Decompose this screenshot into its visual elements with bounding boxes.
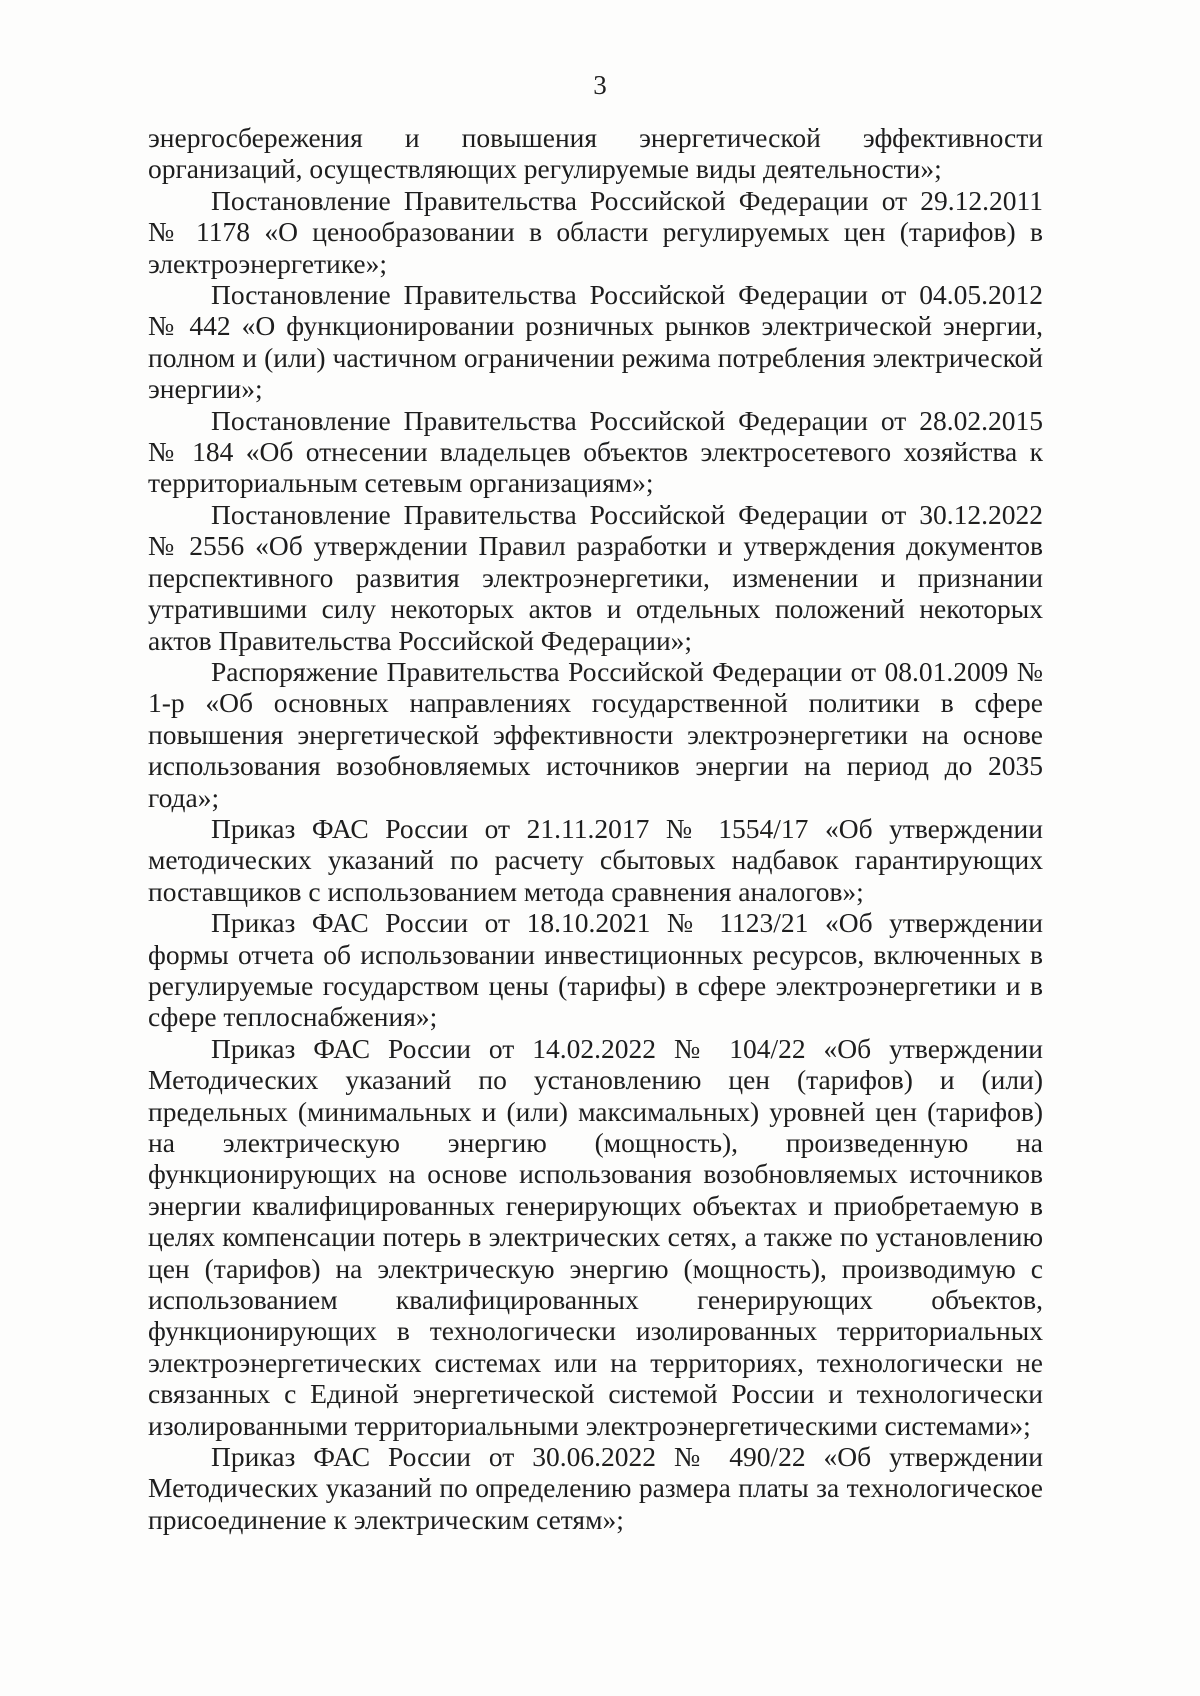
paragraph-fas-order-490: Приказ ФАС России от 30.06.2022 № 490/22 «Об утверждении Методических указаний по определению размера платы за технологическое присоединение к электрическим сетям»; [148, 1441, 1043, 1535]
paragraph-decree-1178: Постановление Правительства Российской Федерации от 29.12.2011 № 1178 «О ценообразовании в области регулируемых цен (тарифов) в электроэнергетике»; [148, 184, 1043, 279]
paragraph-order-1-r: Распоряжение Правительства Российской Федерации от 08.01.2009 № 1-р «Об основных направлениях государственной политики в сфере повышения энергетической эффективности электроэнергетики на основе использования возобновляемых источников энергии на период до 2035 года»; [148, 655, 1043, 813]
paragraph-decree-184: Постановление Правительства Российской Федерации от 28.02.2015 № 184 «Об отнесении владельцев объектов электросетевого хозяйства к территориальным сетевым организациям»; [148, 404, 1043, 499]
paragraph-decree-2556: Постановление Правительства Российской Федерации от 30.12.2022 № 2556 «Об утверждении Правил разработки и утверждения документов перспективного развития электроэнергетики, изменении и признании утратившими силу некоторых актов и отдельных положений некоторых актов Правительства Российской Федерации»; [148, 498, 1043, 656]
paragraph-fas-order-1123: Приказ ФАС России от 18.10.2021 № 1123/21 «Об утверждении формы отчета об использовании инвестиционных ресурсов, включенных в регулируемые государством цены (тарифы) в сфере электроэнергетики и в сфере теплоснабжения»; [148, 907, 1043, 1033]
page-number: 3 [593, 70, 607, 100]
document-body [148, 122, 1043, 1535]
paragraph-fas-order-1554: Приказ ФАС России от 21.11.2017 № 1554/17 «Об утверждении методических указаний по расчету сбытовых надбавок гарантирующих поставщиков с использованием метода сравнения аналогов»; [148, 812, 1043, 907]
paragraph-continuation: энергосбережения и повышения энергетической эффективности организаций, осуществляющих регулируемые виды деятельности»; [148, 122, 1043, 185]
paragraph-decree-442: Постановление Правительства Российской Федерации от 04.05.2012 № 442 «О функционировании розничных рынков электрической энергии, полном и (или) частичном ограничении режима потребления электрической энергии»; [148, 279, 1043, 405]
paragraph-fas-order-104: Приказ ФАС России от 14.02.2022 № 104/22 «Об утверждении Методических указаний по установлению цен (тарифов) и (или) предельных (минимальных и (или) максимальных) уровней цен (тарифов) на электрическую энергию (мощность), произведенную на функционирующих на основе использования возобновляемых источников энергии квалифицированных генерирующих объектах и приобретаемую в целях компенсации потерь в электрических сетях, а также по установлению цен (тарифов) на электрическую энергию (мощность), производимую с использованием квалифицированных генерирующих объектов, функционирующих в технологически изолированных территориальных электроэнергетических системах или на территориях, технологически не связанных с Единой энергетической системой России и технологически изолированными территориальными электроэнергетическими системами»; [148, 1032, 1043, 1441]
